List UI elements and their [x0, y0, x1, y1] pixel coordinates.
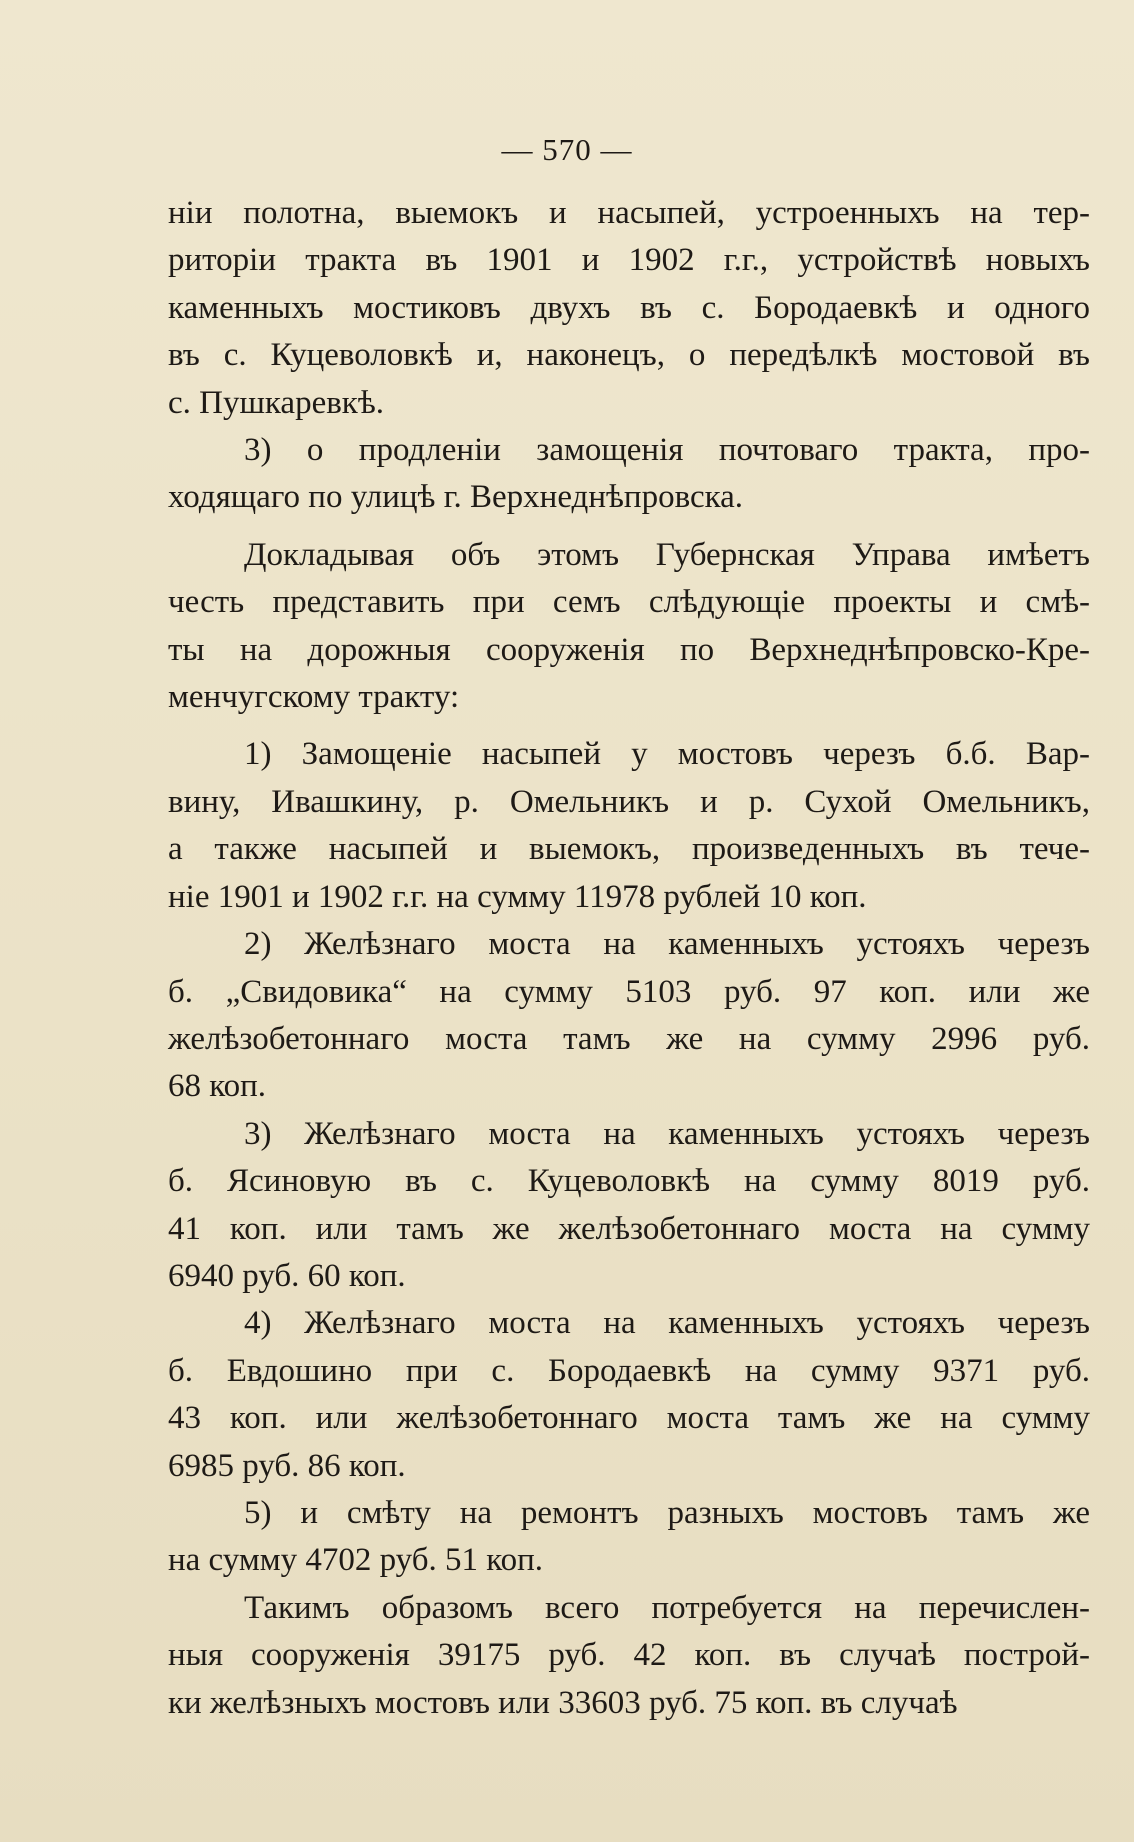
paragraph [168, 1585, 1090, 1727]
text-line: каменныхъ мостиковъ двухъ въ с. Бородаевкѣ и одного [168, 289, 1090, 326]
paragraph [168, 921, 1090, 1111]
paragraph [168, 731, 1090, 921]
text-line: риторiи тракта въ 1901 и 1902 г.г., устройствѣ новыхъ [168, 242, 1090, 279]
text-line: 68 коп. [168, 1068, 267, 1105]
text-line: 2) Желѣзнаго моста на каменныхъ устояхъ черезъ [244, 926, 1090, 963]
text-line: ныя сооруженiя 39175 руб. 42 коп. въ случаѣ построй- [168, 1637, 1090, 1674]
text-line: 6985 руб. 86 коп. [168, 1447, 406, 1484]
text-line: 6940 руб. 60 коп. [168, 1257, 406, 1294]
text-line: 1) Замощенiе насыпей у мостовъ черезъ б.б. Вар- [244, 736, 1090, 773]
page-number: — 570 — [501, 132, 633, 167]
paragraph [168, 1300, 1090, 1490]
body-text [168, 190, 1090, 1727]
text-line: ходящаго по улицѣ г. Верхнеднѣпровска. [168, 479, 744, 516]
paragraph [168, 532, 1090, 722]
text-line: Докладывая объ этомъ Губернская Управа имѣетъ [244, 536, 1090, 573]
text-line: на сумму 4702 руб. 51 коп. [168, 1542, 544, 1579]
text-line: менчугскому тракту: [168, 679, 460, 716]
text-line: 5) и смѣту на ремонтъ разныхъ мостовъ тамъ же [244, 1494, 1090, 1531]
text-line: ки желѣзныхъ мостовъ или 33603 руб. 75 коп. въ случаѣ [168, 1684, 958, 1721]
paragraph [168, 427, 1090, 522]
text-line: вину, Ивашкину, р. Омельникъ и р. Сухой Омельникъ, [168, 783, 1090, 820]
text-line: 43 коп. или желѣзобетоннаго моста тамъ же на сумму [168, 1400, 1090, 1437]
text-line: с. Пушкаревкѣ. [168, 384, 384, 421]
text-line: 3) о продленiи замощенiя почтоваго тракта, про- [244, 432, 1090, 469]
text-line: нiи полотна, выемокъ и насыпей, устроенныхъ на тер- [168, 195, 1090, 231]
text-line: нiе 1901 и 1902 г.г. на сумму 11978 рублей 10 коп. [168, 878, 867, 915]
text-line: 41 коп. или тамъ же желѣзобетоннаго моста на сумму [168, 1210, 1090, 1247]
text-line: честь представить при семъ слѣдующiе проекты и смѣ- [168, 584, 1090, 621]
text-line: Такимъ образомъ всего потребуется на перечислен- [244, 1589, 1090, 1626]
paragraph [168, 1111, 1090, 1301]
paragraph [168, 1490, 1090, 1585]
text-line: 3) Желѣзнаго моста на каменныхъ устояхъ черезъ [244, 1115, 1090, 1152]
text-line: желѣзобетоннаго моста тамъ же на сумму 2996 руб. [168, 1020, 1090, 1057]
text-line: ты на дорожныя сооруженiя по Верхнеднѣпровско-Кре- [168, 631, 1090, 668]
text-line: 4) Желѣзнаго моста на каменныхъ устояхъ черезъ [244, 1305, 1090, 1342]
text-line: б. Ясиновую въ с. Куцеволовкѣ на сумму 8019 руб. [168, 1163, 1090, 1200]
text-line: въ с. Куцеволовкѣ и, наконецъ, о передѣлкѣ мостовой въ [168, 337, 1090, 374]
text-line: б. „Свидовика“ на сумму 5103 руб. 97 коп. или же [168, 973, 1090, 1010]
text-line: б. Евдошино при с. Бородаевкѣ на сумму 9371 руб. [168, 1352, 1090, 1389]
text-line: а также насыпей и выемокъ, произведенныхъ въ тече- [168, 831, 1090, 868]
paragraph [168, 190, 1090, 427]
